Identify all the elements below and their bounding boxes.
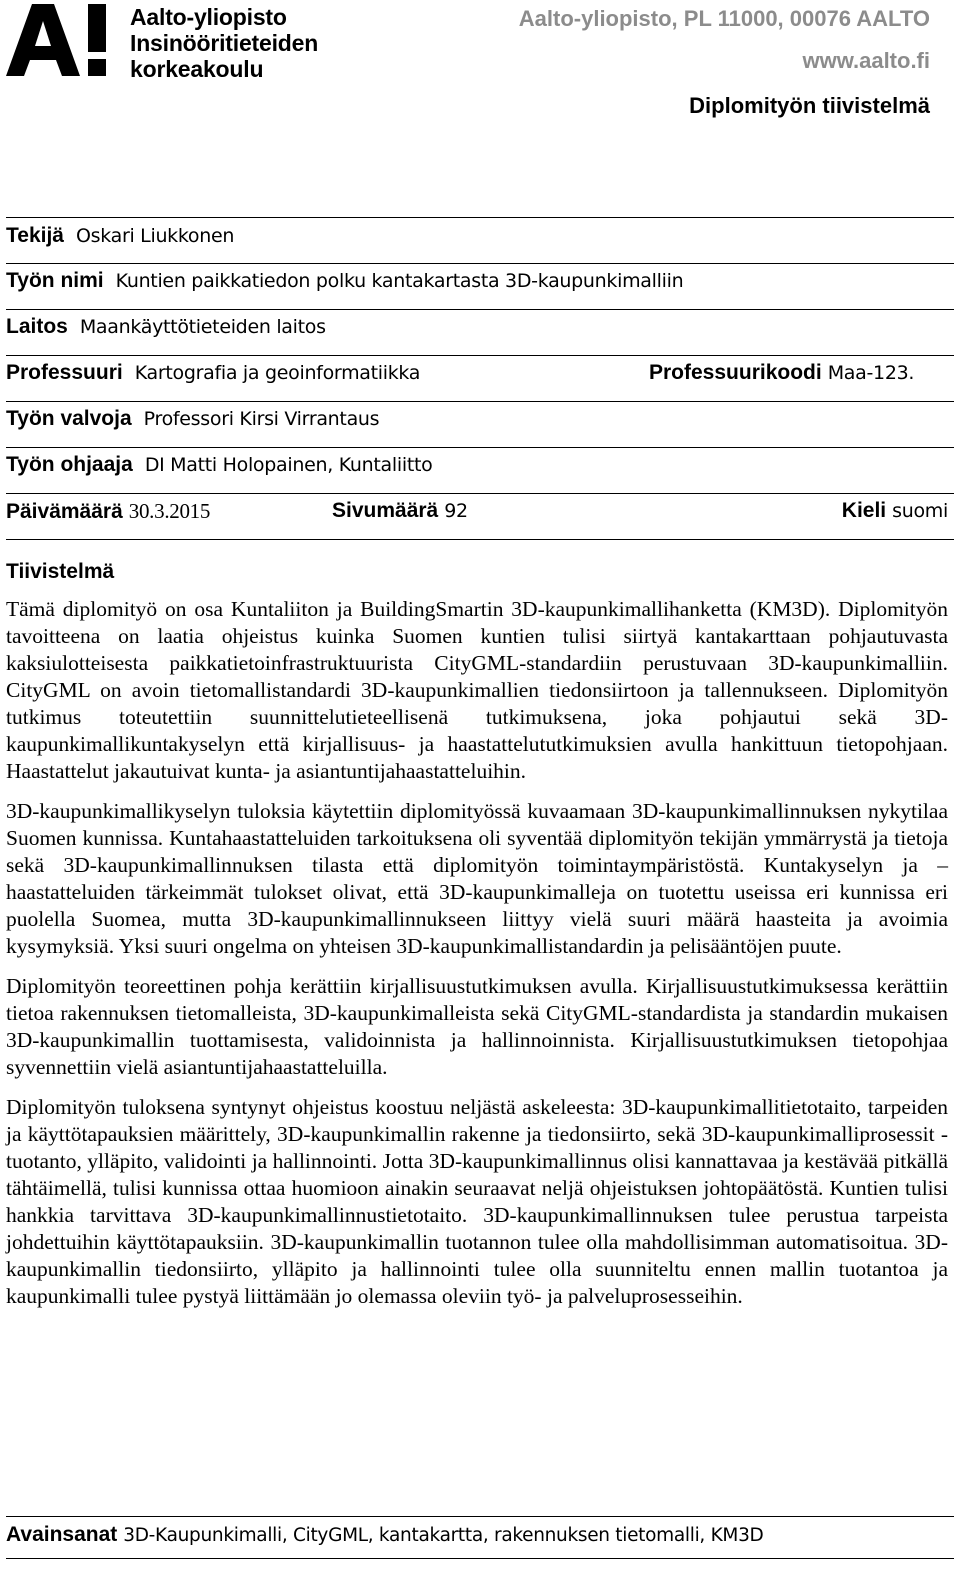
advisor-label: Työn ohjaaja bbox=[6, 453, 133, 476]
author-label: Tekijä bbox=[6, 224, 64, 247]
professorship-label: Professuuri bbox=[6, 361, 123, 384]
supervisor-label: Työn valvoja bbox=[6, 407, 132, 430]
title-value: Kuntien paikkatiedon polku kantakartasta 3D-kaupunkimalliin bbox=[115, 270, 684, 292]
date-label: Päivämäärä bbox=[6, 500, 123, 523]
author-value: Oskari Liukkonen bbox=[75, 225, 235, 247]
abstract-paragraph-4: Diplomityön tuloksena syntynyt ohjeistus koostuu neljästä askeleesta: 3D-kaupunkimallitietotaito, tarpeiden ja käyttötapauksien määrittely, 3D-kaupunkimallin rakenne ja tiedonsiirto, sekä 3D-kaupunkimalliprosessit - tuotanto, ylläpito, validointi ja hallinnointi. Jotta 3D-kaupunkimallinnus olisi kannattavaa ja kestävää pitkällä tähtäimellä, tulisi kunnissa ottaa huomioon ainakin seuraavat neljä ohjeistuksen johtopäätöstä. Kuntien tulisi hankkia tarvittava 3D-kaupunkimallinnustietotaito. 3D-kaupunkimallinnuksen tulee perustua tarpeista johdettuihin käyttötapauksiin. 3D-kaupunkimallin tuotannon tulee olla mahdollisimman automatisoitua. 3D-kaupunkimallin tiedonsiirto, ylläpito ja hallinnointi tulee olla suunniteltu ennen mallin tuotantoa ja kaupunkimalli tulee pystyä liittämään jo olemassa oleviin työ- ja palveluprosesseihin. bbox=[6, 1095, 948, 1308]
department-label: Laitos bbox=[6, 315, 68, 338]
divider bbox=[6, 309, 954, 310]
supervisor-value: Professori Kirsi Virrantaus bbox=[143, 408, 380, 430]
logo-wordmark bbox=[130, 4, 318, 82]
pages-label: Sivumäärä bbox=[332, 499, 439, 522]
professorship-code-label: Professuurikoodi bbox=[649, 361, 822, 384]
language-label: Kieli bbox=[841, 499, 887, 522]
divider bbox=[6, 401, 954, 402]
pages-value: 92 bbox=[444, 500, 468, 522]
pages-group bbox=[332, 499, 468, 523]
abstract-body bbox=[6, 596, 948, 1323]
aalto-logo bbox=[6, 4, 346, 82]
abstract-paragraph-1: Tämä diplomityö on osa Kuntaliiton ja BuildingSmartin 3D-kaupunkimallihanketta (KM3D). Diplomityön tavoitteena on laatia ohjeistus kuinka Suomen kuntien tulisi siirtyä kantakarttaan pohjautuvasta kaksiulotteisesta paikkatietoinfrastruktuurista CityGML-standardiin perustuvaan 3D-kaupunkimalliin. CityGML on avoin tietomallistandardi 3D-kaupunkimallien tiedonsiirtoon ja tallennukseen. Diplomityön tutkimus toteutettiin suunnittelutieteellisenä tutkimuksena, joka pohjautui sekä 3D-kaupunkimallikuntakyselyn että kirjallisuus- ja haastattelututkimuksien avulla hankittuun tietopohjaan. Haastattelut jakautuivat kunta- ja asiantuntijahaastatteluihin. bbox=[6, 597, 948, 783]
abstract-heading: Tiivistelmä bbox=[6, 560, 115, 583]
keywords-row bbox=[6, 1523, 954, 1547]
department-value: Maankäyttötieteiden laitos bbox=[79, 316, 326, 338]
website-link[interactable]: www.aalto.fi bbox=[802, 48, 930, 73]
advisor-value: DI Matti Holopainen, Kuntaliitto bbox=[144, 454, 433, 476]
meta-row-title bbox=[6, 269, 954, 299]
document-type-title: Diplomityön tiivistelmä bbox=[689, 93, 930, 118]
divider bbox=[6, 217, 954, 218]
keywords-value: 3D-Kaupunkimalli, CityGML, kantakartta, rakennuksen tietomalli, KM3D bbox=[123, 1525, 764, 1546]
professorship-code-value: Maa-123. bbox=[827, 362, 915, 384]
divider bbox=[6, 493, 954, 494]
date-group bbox=[6, 499, 210, 524]
professorship-code-group bbox=[649, 361, 914, 385]
abstract-paragraph-2: 3D-kaupunkimallikyselyn tuloksia käytettiin diplomityössä kuvaamaan 3D-kaupunkimallinnuksen nykytilaa Suomen kunnissa. Kuntahaastatteluiden tarkoituksena oli syventää diplomityön tekijän ymmärrystä ja tietoja sekä 3D-kaupunkimallinnuksen tilasta että diplomityön toimintaympäristöstä. Kuntakyselyn ja –haastatteluiden tärkeimmät tulokset olivat, että 3D-kaupunkimalleja on tuotettu useissa eri kunnissa eri puolella Suomea, mutta 3D-kaupunkimallinnukseen liittyy vielä suuri määrä haasteita ja avoimia kysymyksiä. Yksi suuri ongelma on yhteisen 3D-kaupunkimallistandardin ja pelisääntöjen puute. bbox=[6, 799, 948, 958]
date-value: 30.3.2015 bbox=[128, 499, 211, 523]
professorship-value: Kartografia ja geoinformatiikka bbox=[134, 362, 421, 384]
meta-row-professorship bbox=[6, 361, 954, 391]
aalto-a-exclamation-logo-icon bbox=[6, 4, 118, 76]
meta-row-advisor bbox=[6, 453, 954, 483]
abstract-paragraph-3: Diplomityön teoreettinen pohja kerättiin kirjallisuustutkimuksen avulla. Kirjallisuustutkimuksessa kerättiin tietoa rakennuksen tietomalleista, 3D-kaupunkimalleista sekä CityGML-standardista ja standardin mukaisen 3D-kaupunkimallin tuottamisesta, validoinnista ja hallinnoinnista. Kirjallisuustutkimuksen tietopohjaa syvennettiin vielä asiantuntijahaastatteluilla. bbox=[6, 974, 948, 1079]
divider bbox=[6, 1516, 954, 1517]
meta-row-author bbox=[6, 224, 954, 254]
divider bbox=[6, 355, 954, 356]
meta-row-date-pages-language bbox=[6, 499, 954, 529]
divider bbox=[6, 1558, 954, 1559]
meta-row-department bbox=[6, 315, 954, 345]
divider bbox=[6, 263, 954, 264]
language-group bbox=[842, 499, 948, 523]
logo-line-1: Aalto-yliopisto bbox=[130, 4, 287, 30]
meta-row-supervisor bbox=[6, 407, 954, 437]
language-value: suomi bbox=[892, 500, 948, 522]
title-label: Työn nimi bbox=[6, 269, 104, 292]
keywords-label: Avainsanat bbox=[6, 1523, 118, 1546]
header-address-block bbox=[519, 6, 930, 74]
divider bbox=[6, 447, 954, 448]
divider bbox=[6, 539, 954, 540]
logo-line-3: korkeakoulu bbox=[130, 56, 264, 82]
postal-address: Aalto-yliopisto, PL 11000, 00076 AALTO bbox=[518, 6, 930, 31]
logo-line-2: Insinööritieteiden bbox=[130, 30, 319, 56]
